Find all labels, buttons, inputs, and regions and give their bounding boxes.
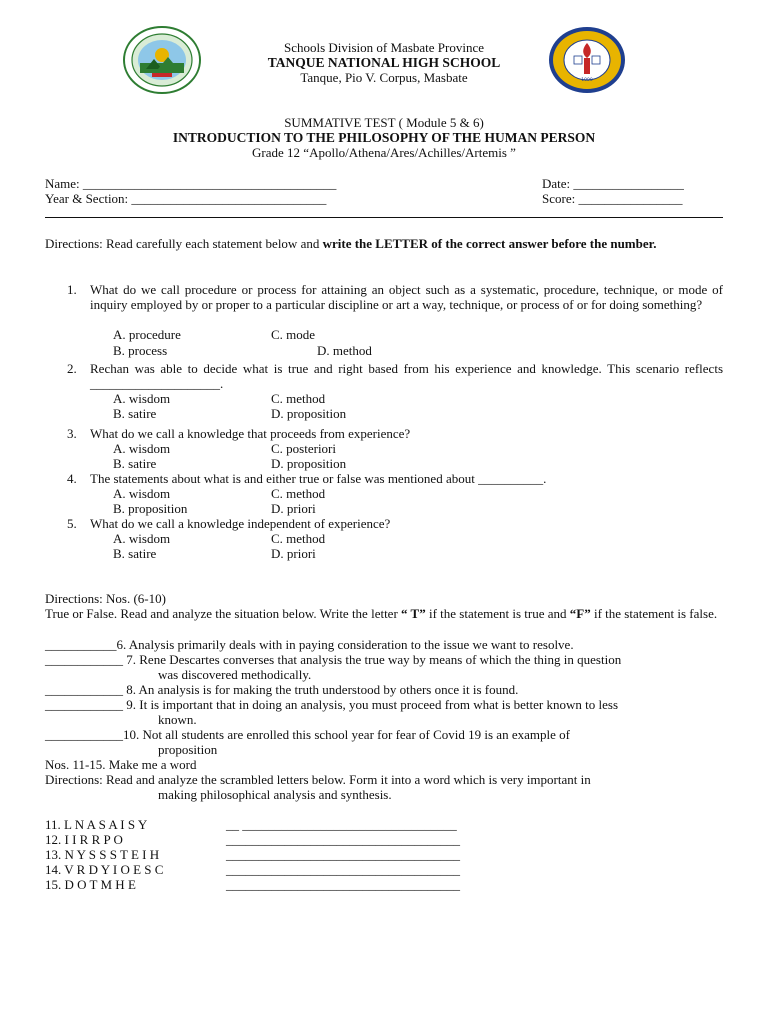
question-number: 2. bbox=[67, 361, 77, 376]
tf-item-8[interactable] bbox=[45, 682, 723, 697]
option-b: B. satire bbox=[113, 546, 157, 561]
answer-line-15[interactable]: ____________________________________ bbox=[226, 877, 460, 892]
part1-directions-emphasis: write the LETTER of the correct answer before the number. bbox=[322, 236, 657, 251]
division-name: Schools Division of Masbate Province bbox=[283, 40, 485, 55]
option-c: C. posteriori bbox=[271, 441, 336, 456]
tf-item-text: ____________ 8. An analysis is for making the truth understood by others once it is found. bbox=[45, 682, 519, 697]
part1-directions-text: Directions: Read carefully each statement below and bbox=[45, 236, 323, 251]
part2-instructions bbox=[45, 606, 723, 621]
question-number: 3. bbox=[67, 426, 77, 441]
scrambled-word-14: 14. V R D Y I O E S C bbox=[45, 862, 164, 877]
option-d: D. method bbox=[317, 343, 372, 358]
tf-item-continuation: proposition bbox=[158, 742, 218, 757]
scrambled-word-11: 11. L N A S A I S Y bbox=[45, 817, 148, 832]
option-d: D. proposition bbox=[271, 406, 347, 421]
school-address: Tanque, Pio V. Corpus, Masbate bbox=[300, 70, 468, 85]
instr-false-letter: “F” bbox=[569, 606, 591, 621]
option-b: B. process bbox=[113, 343, 168, 358]
tf-item-text: ____________ 7. Rene Descartes converses that analysis the true way by means of which the thing in question bbox=[45, 652, 622, 667]
part3-heading: Nos. 11-15. Make me a word bbox=[45, 757, 197, 772]
question-number: 1. bbox=[67, 282, 77, 297]
option-d: D. priori bbox=[271, 501, 316, 516]
tf-item-7[interactable] bbox=[45, 652, 723, 682]
answer-line-13[interactable]: ____________________________________ bbox=[226, 847, 460, 862]
answer-line-11[interactable]: __ _________________________________ bbox=[226, 817, 457, 832]
option-a: A. procedure bbox=[113, 327, 181, 342]
school-seal-year: 1990 bbox=[581, 78, 593, 83]
option-b: B. satire bbox=[113, 456, 157, 471]
scrambled-word-13: 13. N Y S S S T E I H bbox=[45, 847, 160, 862]
option-a: A. wisdom bbox=[113, 441, 171, 456]
part3-directions-line1: Directions: Read and analyze the scrambled letters below. Form it into a word which is very important in bbox=[45, 772, 591, 787]
tf-item-6[interactable] bbox=[45, 637, 723, 652]
question-text: What do we call a knowledge that proceeds from experience? bbox=[90, 426, 411, 441]
tf-item-9[interactable] bbox=[45, 697, 723, 727]
question-text: The statements about what is and either true or false was mentioned about __________. bbox=[90, 471, 547, 486]
instr-text-3: if the statement is false. bbox=[590, 606, 718, 621]
question-number: 4. bbox=[67, 471, 77, 486]
subject-title: INTRODUCTION TO THE PHILOSOPHY OF THE HUMAN PERSON bbox=[172, 130, 596, 145]
instr-text-2: if the statement is true and bbox=[425, 606, 570, 621]
option-c: C. method bbox=[271, 531, 326, 546]
option-a: A. wisdom bbox=[113, 531, 171, 546]
scrambled-word-15: 15. D O T M H E bbox=[45, 877, 136, 892]
option-d: D. proposition bbox=[271, 456, 347, 471]
score-field[interactable]: Score: ________________ bbox=[542, 191, 683, 206]
question-text: What do we call a knowledge independent of experience? bbox=[90, 516, 391, 531]
option-d: D. priori bbox=[271, 546, 316, 561]
option-c: C. method bbox=[271, 391, 326, 406]
answer-line-14[interactable]: ____________________________________ bbox=[226, 862, 460, 877]
tf-item-continuation: known. bbox=[158, 712, 197, 727]
name-field[interactable]: Name: _______________________________________ bbox=[45, 176, 337, 191]
grade-sections: Grade 12 “Apollo/Athena/Ares/Achilles/Artemis ” bbox=[252, 145, 516, 160]
part1-directions bbox=[45, 236, 723, 251]
header-divider bbox=[45, 217, 723, 218]
option-c: C. method bbox=[271, 486, 326, 501]
school-name: TANQUE NATIONAL HIGH SCHOOL bbox=[267, 55, 501, 70]
option-a: A. wisdom bbox=[113, 391, 171, 406]
tf-item-text: ____________10. Not all students are enrolled this school year for fear of Covid 19 is an example of bbox=[45, 727, 570, 742]
question-text: Rechan was able to decide what is true and right based from his experience and knowledge. This scenario reflects ____________________. bbox=[90, 361, 723, 391]
test-title: SUMMATIVE TEST ( Module 5 & 6) bbox=[284, 115, 484, 130]
tf-item-text: ___________6. Analysis primarily deals with in paying consideration to the issue we want to resolve. bbox=[45, 637, 574, 652]
tf-item-10[interactable] bbox=[45, 727, 723, 757]
instr-true-letter: “ T” bbox=[401, 606, 426, 621]
answer-line-12[interactable]: ____________________________________ bbox=[226, 832, 460, 847]
option-b: B. satire bbox=[113, 406, 157, 421]
tf-item-continuation: was discovered methodically. bbox=[158, 667, 312, 682]
date-field[interactable]: Date: _________________ bbox=[542, 176, 684, 191]
instr-text-1: True or False. Read and analyze the situation below. Write the letter bbox=[45, 606, 402, 621]
option-a: A. wisdom bbox=[113, 486, 171, 501]
option-c: C. mode bbox=[271, 327, 316, 342]
question-number: 5. bbox=[67, 516, 77, 531]
question-text: What do we call procedure or process for attaining an object such as a systematic, procedure, technique, or mode of inquiry employed by or proper to a particular discipline or art a way, technique, or process of or for doing something? bbox=[90, 282, 723, 312]
option-b: B. proposition bbox=[113, 501, 188, 516]
part2-heading: Directions: Nos. (6-10) bbox=[45, 591, 166, 606]
scrambled-word-12: 12. I I R R P O bbox=[45, 832, 123, 847]
part3-directions-line2: making philosophical analysis and synthesis. bbox=[158, 787, 392, 802]
tf-item-text: ____________ 9. It is important that in doing an analysis, you must proceed from what is better known to less bbox=[45, 697, 619, 712]
year-section-field[interactable]: Year & Section: ______________________________ bbox=[45, 191, 327, 206]
